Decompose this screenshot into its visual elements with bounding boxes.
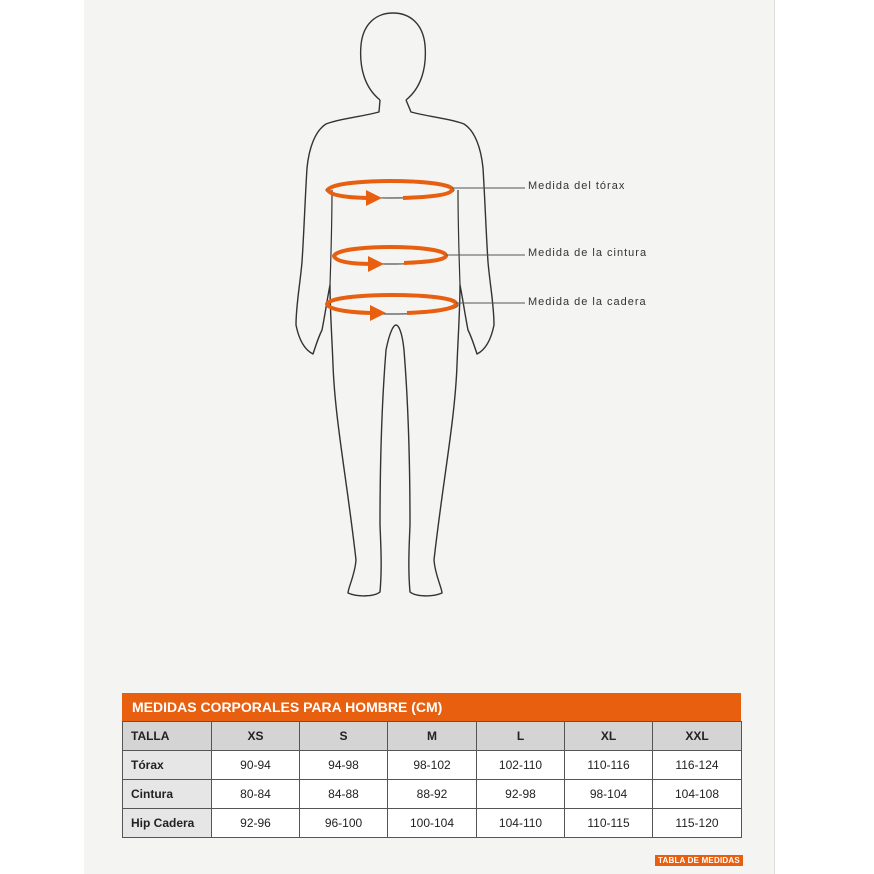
table-cell: 80-84 xyxy=(212,780,300,809)
table-cell: 92-98 xyxy=(477,780,565,809)
chest-measure-arrow xyxy=(328,181,452,198)
header-cell-s: S xyxy=(300,722,388,751)
waist-measure-arrow xyxy=(334,247,446,264)
table-cell: 115-120 xyxy=(653,809,742,838)
size-table-block xyxy=(122,693,741,838)
header-cell-xxl: XXL xyxy=(653,722,742,751)
table-cell: 100-104 xyxy=(388,809,477,838)
table-cell: 88-92 xyxy=(388,780,477,809)
table-cell: 98-102 xyxy=(388,751,477,780)
header-cell-l: L xyxy=(477,722,565,751)
row-label: Cintura xyxy=(123,780,212,809)
table-row-cadera xyxy=(123,809,742,838)
table-cell: 104-108 xyxy=(653,780,742,809)
table-cell: 94-98 xyxy=(300,751,388,780)
body-outline-head xyxy=(361,13,426,100)
header-cell-xs: XS xyxy=(212,722,300,751)
callout-hip: Medida de la cadera xyxy=(528,296,647,308)
table-row-torax xyxy=(123,751,742,780)
size-table-header-row xyxy=(123,722,742,751)
row-label: Hip Cadera xyxy=(123,809,212,838)
table-cell: 92-96 xyxy=(212,809,300,838)
size-table-title: MEDIDAS CORPORALES PARA HOMBRE (CM) xyxy=(122,693,741,721)
callout-waist: Medida de la cintura xyxy=(528,247,648,259)
size-table xyxy=(122,721,742,838)
table-cell: 90-94 xyxy=(212,751,300,780)
table-cell: 110-115 xyxy=(565,809,653,838)
table-cell: 104-110 xyxy=(477,809,565,838)
table-cell: 98-104 xyxy=(565,780,653,809)
row-label: Tórax xyxy=(123,751,212,780)
table-row-cintura xyxy=(123,780,742,809)
footer-tag: TABLA DE MEDIDAS xyxy=(655,855,743,866)
body-outline-right-arm-inner xyxy=(458,190,460,285)
body-outline xyxy=(296,100,494,596)
callout-chest: Medida del tórax xyxy=(528,180,626,192)
table-cell: 116-124 xyxy=(653,751,742,780)
table-cell: 96-100 xyxy=(300,809,388,838)
body-outline-left-arm-inner xyxy=(330,190,332,285)
header-cell-m: M xyxy=(388,722,477,751)
hip-measure-arrow xyxy=(327,295,456,313)
header-cell-xl: XL xyxy=(565,722,653,751)
table-cell: 110-116 xyxy=(565,751,653,780)
header-cell-talla: TALLA xyxy=(123,722,212,751)
table-cell: 102-110 xyxy=(477,751,565,780)
table-cell: 84-88 xyxy=(300,780,388,809)
